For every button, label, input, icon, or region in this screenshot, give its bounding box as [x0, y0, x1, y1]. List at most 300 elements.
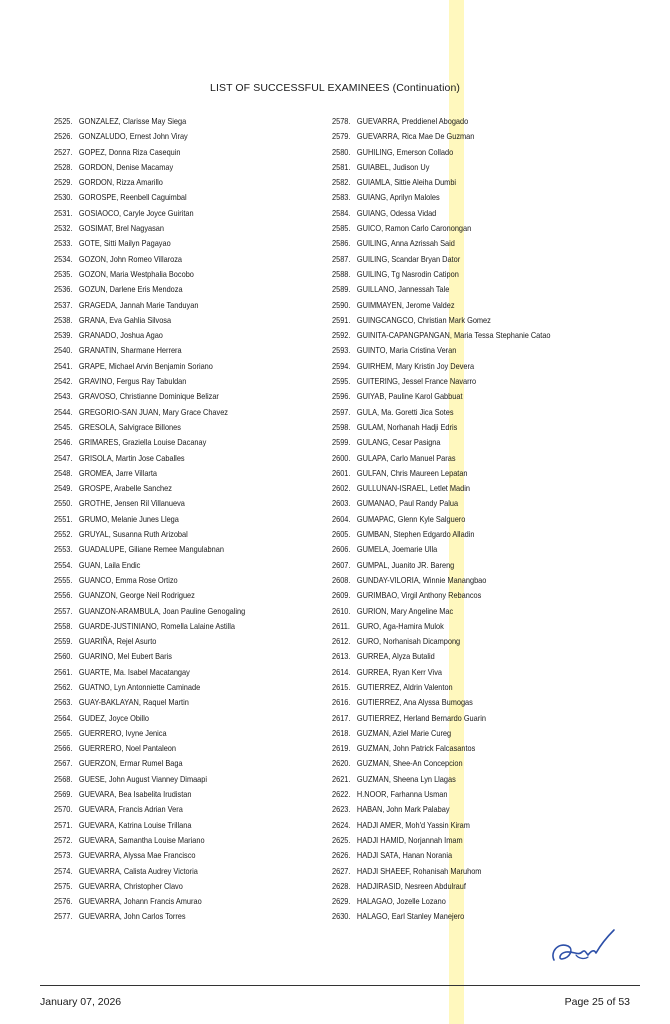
examinee-number: 2578.: [332, 116, 351, 126]
examinee-number: 2586.: [332, 238, 351, 249]
list-item: [332, 374, 596, 389]
examinee-number: 2583.: [332, 192, 351, 203]
list-item: [332, 175, 596, 190]
examinee-number: 2581.: [332, 161, 351, 172]
examinee-name: GUEVARRA, Christopher Clavo: [78, 880, 183, 891]
list-item: [54, 604, 292, 619]
examinee-number: 2559.: [54, 636, 73, 647]
list-item: [54, 435, 292, 450]
examinee-number: 2604.: [332, 513, 351, 524]
examinee-number: 2593.: [332, 345, 351, 356]
examinee-number: 2619.: [332, 743, 351, 754]
list-item: [332, 680, 596, 695]
examinee-name: GROMEA, Jarre Villarta: [78, 467, 158, 478]
examinee-number: 2617.: [332, 712, 351, 723]
examinee-name: GRAGEDA, Jannah Marie Tanduyan: [78, 299, 199, 310]
examinee-number: 2612.: [332, 636, 351, 647]
examinee-number: 2564.: [54, 712, 73, 723]
examinee-number: 2623.: [332, 804, 351, 815]
examinee-number: 2589.: [332, 284, 351, 295]
examinee-name: GRANA, Eva Gahlia Silvosa: [78, 314, 172, 325]
list-item: [54, 619, 292, 634]
examinee-number: 2625.: [332, 834, 351, 845]
examinee-number: 2553.: [54, 544, 73, 555]
examinee-name: GUTIERREZ, Ana Alyssa Bumogas: [356, 697, 473, 708]
list-item: [332, 221, 596, 236]
list-item: [332, 711, 596, 726]
examinee-name: HADJI SATA, Hanan Norania: [356, 850, 453, 861]
examinee-name: GUIANG, Odessa Vidad: [356, 207, 437, 218]
examinee-number: 2560.: [54, 651, 73, 662]
examinee-name: GUIRHEM, Mary Kristin Joy Devera: [356, 360, 475, 371]
examinee-name: GULFAN, Chris Maureen Lepatan: [356, 467, 468, 478]
footer-divider: [40, 985, 640, 986]
examinee-number: 2601.: [332, 467, 351, 478]
list-item: [332, 512, 596, 527]
examinee-name: GUEVARRA, Alyssa Mae Francisco: [78, 850, 196, 861]
examinee-number: 2621.: [332, 773, 351, 784]
examinee-number: 2561.: [54, 666, 73, 677]
examinee-number: 2541.: [54, 360, 73, 371]
examinee-name: GUEVARA, Francis Adrian Vera: [78, 804, 183, 815]
list-item: [332, 190, 596, 205]
list-item: [54, 343, 292, 358]
examinee-number: 2597.: [332, 406, 351, 417]
examinee-number: 2530.: [54, 192, 73, 203]
list-item: [332, 313, 596, 328]
list-item: [332, 542, 596, 557]
examinee-number: 2534.: [54, 253, 73, 264]
examinee-name: GUATNO, Lyn Antonniette Caminade: [78, 681, 201, 692]
footer-date: January 07, 2026: [40, 996, 122, 1008]
examinee-number: 2579.: [332, 131, 351, 142]
examinee-name: GUMELA, Joemarie Ulla: [356, 544, 438, 555]
examinee-number: 2546.: [54, 437, 73, 448]
examinee-name: GOZON, John Romeo Villaroza: [78, 253, 183, 264]
list-item: [54, 466, 292, 481]
examinee-number: 2609.: [332, 590, 351, 601]
examinee-number: 2528.: [54, 161, 73, 172]
examinee-name: HALAGAO, Jozelle Lozano: [356, 896, 446, 907]
examinee-number: 2585.: [332, 223, 351, 234]
list-item: [332, 802, 596, 817]
examinee-number: 2603.: [332, 498, 351, 509]
examinee-name: GUIABEL, Judison Uy: [356, 161, 430, 172]
examinee-name: GORDON, Rizza Amarillo: [78, 177, 163, 188]
list-item: [54, 772, 292, 787]
list-item: [332, 496, 596, 511]
list-item: [54, 359, 292, 374]
examinee-number: 2550.: [54, 498, 73, 509]
examinee-number: 2571.: [54, 819, 73, 830]
examinee-name: GROSPE, Arabelle Sanchez: [78, 483, 172, 494]
examinee-number: 2627.: [332, 865, 351, 876]
examinee-number: 2599.: [332, 437, 351, 448]
examinee-number: 2606.: [332, 544, 351, 555]
list-item: [54, 389, 292, 404]
examinee-name: GUTIERREZ, Herland Bernardo Guarin: [356, 712, 486, 723]
examinee-list-right: [332, 114, 632, 925]
list-item: [54, 573, 292, 588]
list-item: [54, 634, 292, 649]
list-item: [54, 221, 292, 236]
examinee-number: 2549.: [54, 483, 73, 494]
examinee-number: 2565.: [54, 727, 73, 738]
examinee-name: GUAY-BAKLAYAN, Raquel Martin: [78, 697, 189, 708]
examinee-name: GURREA, Ryan Kerr Viva: [356, 666, 442, 677]
examinee-number: 2568.: [54, 773, 73, 784]
examinee-name: GOROSPE, Reenbell Caguimbal: [78, 192, 187, 203]
list-item: [54, 374, 292, 389]
examinee-number: 2575.: [54, 880, 73, 891]
list-item: [54, 833, 292, 848]
examinee-name: GUMPAL, Juanito JR. Bareng: [356, 559, 455, 570]
examinee-name: GUIYAB, Pauline Karol Gabbuat: [356, 391, 463, 402]
list-item: [332, 634, 596, 649]
examinee-name: GUIANG, Aprilyn Maloles: [356, 192, 440, 203]
list-item: [54, 848, 292, 863]
list-item: [332, 619, 596, 634]
examinee-name: GUANZON, George Neil Rodriguez: [78, 590, 195, 601]
examinee-name: HADJI AMER, Moh'd Yassin Kiram: [356, 819, 470, 830]
list-item: [332, 695, 596, 710]
list-item: [54, 680, 292, 695]
list-item: [332, 389, 596, 404]
list-item: [54, 588, 292, 603]
examinee-name: GURREA, Alyza Butalid: [356, 651, 435, 662]
list-item: [332, 772, 596, 787]
examinee-number: 2629.: [332, 896, 351, 907]
list-item: [54, 512, 292, 527]
examinee-number: 2543.: [54, 391, 73, 402]
examinee-name: GUANZON-ARAMBULA, Joan Pauline Genogaling: [78, 605, 246, 616]
examinee-name: GREGORIO-SAN JUAN, Mary Grace Chavez: [78, 406, 229, 417]
list-item: [54, 527, 292, 542]
examinee-name: GUANCO, Emma Rose Ortizo: [78, 574, 178, 585]
examinee-name: GUIMMAYEN, Jerome Valdez: [356, 299, 455, 310]
examinee-name: GRISOLA, Martin Jose Caballes: [78, 452, 185, 463]
examinee-number: 2573.: [54, 850, 73, 861]
examinee-name: H.NOOR, Farhanna Usman: [356, 789, 448, 800]
examinee-name: GRAVINO, Fergus Ray Tabuldan: [78, 376, 187, 387]
examinee-number: 2563.: [54, 697, 73, 708]
list-item: [332, 206, 596, 221]
list-item: [54, 129, 292, 144]
handwritten-signature-icon: [548, 922, 620, 968]
examinee-number: 2622.: [332, 789, 351, 800]
examinee-name: GUZMAN, John Patrick Falcasantos: [356, 743, 476, 754]
examinee-name: HADJIRASID, Nesreen Abdulrauf: [356, 880, 466, 891]
examinee-name: GUEVARA, Bea Isabelita Irudistan: [78, 789, 192, 800]
examinee-number: 2602.: [332, 483, 351, 494]
examinee-name: GUESE, John August Vianney Dimaapi: [78, 773, 208, 784]
examinee-number: 2616.: [332, 697, 351, 708]
examinee-number: 2595.: [332, 376, 351, 387]
examinee-name: HADJI HAMID, Norjannah Imam: [356, 834, 463, 845]
examinee-name: GORDON, Denise Macamay: [78, 161, 174, 172]
examinee-name: GOZUN, Darlene Eris Mendoza: [78, 284, 183, 295]
list-item: [54, 175, 292, 190]
examinee-name: GRUYAL, Susanna Ruth Arizobal: [78, 529, 188, 540]
examinee-number: 2526.: [54, 131, 73, 142]
examinee-number: 2607.: [332, 559, 351, 570]
examinee-number: 2590.: [332, 299, 351, 310]
examinee-name: GUEVARRA, Rica Mae De Guzman: [356, 131, 475, 142]
examinee-name: GRUMO, Melanie Junes Llega: [78, 513, 179, 524]
examinee-number: 2605.: [332, 529, 351, 540]
examinee-name: GUMBAN, Stephen Edgardo Alladin: [356, 529, 475, 540]
list-item: [54, 649, 292, 664]
examinee-name: GOTE, Sitti Mailyn Pagayao: [78, 238, 171, 249]
examinee-name: GUILLANO, Jannessah Tale: [356, 284, 450, 295]
examinee-name: GUARIÑA, Rejel Asurto: [78, 636, 157, 647]
list-item: [54, 451, 292, 466]
list-item: [54, 741, 292, 756]
examinee-number: 2544.: [54, 406, 73, 417]
list-item: [332, 741, 596, 756]
examinee-name: GRANADO, Joshua Agao: [78, 330, 163, 341]
examinee-name: GOZON, Maria Westphalia Bocobo: [78, 268, 194, 279]
list-item: [54, 909, 292, 924]
list-item: [54, 145, 292, 160]
examinee-name: HABAN, John Mark Palabay: [356, 804, 450, 815]
examinee-name: GURION, Mary Angeline Mac: [356, 605, 454, 616]
examinee-name: GUEVARRA, Preddienel Abogado: [356, 116, 469, 126]
examinee-number: 2545.: [54, 421, 73, 432]
list-item: [54, 894, 292, 909]
list-item: [332, 894, 596, 909]
examinee-number: 2525.: [54, 116, 73, 126]
examinee-name: GUILING, Anna Azrissah Said: [356, 238, 455, 249]
examinee-number: 2538.: [54, 314, 73, 325]
examinee-number: 2554.: [54, 559, 73, 570]
list-item: [54, 328, 292, 343]
examinee-number: 2562.: [54, 681, 73, 692]
examinee-number: 2588.: [332, 268, 351, 279]
examinee-number: 2624.: [332, 819, 351, 830]
examinee-number: 2614.: [332, 666, 351, 677]
examinee-name: GULA, Ma. Goretti Jica Sotes: [356, 406, 454, 417]
list-item: [332, 787, 596, 802]
list-item: [54, 665, 292, 680]
examinee-name: GROTHE, Jensen Ril Villanueva: [78, 498, 185, 509]
examinee-number: 2611.: [332, 620, 350, 631]
list-item: [54, 726, 292, 741]
list-item: [332, 451, 596, 466]
examinee-number: 2537.: [54, 299, 73, 310]
list-item: [54, 802, 292, 817]
list-item: [332, 359, 596, 374]
examinee-number: 2558.: [54, 620, 73, 631]
examinee-number: 2626.: [332, 850, 351, 861]
list-item: [54, 405, 292, 420]
list-item: [54, 711, 292, 726]
examinee-number: 2569.: [54, 789, 73, 800]
list-item: [332, 726, 596, 741]
examinee-name: GUEVARA, Samantha Louise Mariano: [78, 834, 205, 845]
examinee-name: GUINTO, Maria Cristina Veran: [356, 345, 457, 356]
examinee-number: 2539.: [54, 330, 73, 341]
list-item: [332, 649, 596, 664]
examinee-number: 2547.: [54, 452, 73, 463]
examinee-number: 2615.: [332, 681, 351, 692]
list-item: [332, 236, 596, 251]
examinee-name: GUERZON, Ermar Rumel Baga: [78, 758, 183, 769]
examinee-name: GUILING, Scandar Bryan Dator: [356, 253, 461, 264]
examinee-number: 2548.: [54, 467, 73, 478]
list-item: [54, 879, 292, 894]
examinee-name: HADJI SHAEEF, Rohanisah Maruhom: [356, 865, 482, 876]
examinee-number: 2540.: [54, 345, 73, 356]
examinee-number: 2570.: [54, 804, 73, 815]
examinee-name: GUMAPAC, Glenn Kyle Salguero: [356, 513, 466, 524]
examinee-name: GUEVARRA, John Carlos Torres: [78, 911, 186, 922]
list-item: [54, 298, 292, 313]
examinee-number: 2574.: [54, 865, 73, 876]
examinee-name: GUZMAN, Sheena Lyn Llagas: [356, 773, 456, 784]
examinee-name: GUARTE, Ma. Isabel Macatangay: [78, 666, 190, 677]
list-item: [54, 496, 292, 511]
examinee-name: GUEVARRA, Calista Audrey Victoria: [78, 865, 198, 876]
examinee-name: GUINGCANGCO, Christian Mark Gomez: [356, 314, 491, 325]
list-item: [54, 190, 292, 205]
examinee-number: 2594.: [332, 360, 351, 371]
examinee-name: GOSIMAT, Brel Nagyasan: [78, 223, 164, 234]
list-item: [332, 466, 596, 481]
examinee-name: GOSIAOCO, Caryle Joyce Guiritan: [78, 207, 194, 218]
list-item: [332, 298, 596, 313]
list-item: [332, 588, 596, 603]
examinee-name: GUARDE-JUSTINIANO, Romella Lalaine Astilla: [78, 620, 235, 631]
list-item: [332, 420, 596, 435]
examinee-name: GUERRERO, Ivyne Jenica: [78, 727, 167, 738]
examinee-name: GRAPE, Michael Arvin Benjamin Soriano: [78, 360, 213, 371]
examinee-number: 2556.: [54, 590, 73, 601]
examinee-name: GULAM, Norhanah Hadji Edris: [356, 421, 458, 432]
list-item: [332, 343, 596, 358]
list-item: [332, 328, 596, 343]
list-item: [332, 435, 596, 450]
examinee-number: 2591.: [332, 314, 351, 325]
examinee-number: 2582.: [332, 177, 351, 188]
examinee-number: 2620.: [332, 758, 351, 769]
examinee-name: GUIAMLA, Sittie Aleiha Dumbi: [356, 177, 457, 188]
examinee-number: 2566.: [54, 743, 73, 754]
list-item: [332, 604, 596, 619]
list-item: [54, 313, 292, 328]
list-item: [332, 756, 596, 771]
examinee-name: GUEVARRA, Johann Francis Amurao: [78, 896, 202, 907]
list-item: [332, 129, 596, 144]
examinee-name: GONZALEZ, Clarisse May Siega: [78, 116, 187, 126]
examinee-name: GURO, Aga-Hamira Mulok: [356, 620, 444, 631]
examinee-name: GOPEZ, Donna Riza Casequin: [78, 146, 181, 157]
examinee-name: GUMANAO, Paul Randy Palua: [356, 498, 459, 509]
examinee-number: 2576.: [54, 896, 73, 907]
examinee-number: 2628.: [332, 880, 351, 891]
examinee-name: GUILING, Tg Nasrodin Catipon: [356, 268, 459, 279]
examinee-name: GUNDAY-VILORIA, Winnie Manangbao: [356, 574, 487, 585]
list-item: [332, 160, 596, 175]
examinee-name: GURO, Norhanisah Dicampong: [356, 636, 461, 647]
examinee-name: GUITERING, Jessel France Navarro: [356, 376, 477, 387]
list-item: [54, 206, 292, 221]
list-item: [332, 481, 596, 496]
examinee-number: 2584.: [332, 207, 351, 218]
examinee-number: 2613.: [332, 651, 351, 662]
examinee-number: 2587.: [332, 253, 351, 264]
list-item: [54, 864, 292, 879]
list-item: [332, 527, 596, 542]
examinee-number: 2600.: [332, 452, 351, 463]
examinee-number: 2532.: [54, 223, 73, 234]
list-item: [54, 252, 292, 267]
examinee-name: GUICO, Ramon Carlo Caronongan: [356, 223, 472, 234]
list-item: [54, 756, 292, 771]
examinee-name: GUEVARA, Katrina Louise Trillana: [78, 819, 192, 830]
list-item: [332, 818, 596, 833]
examinee-list-left: [54, 114, 324, 925]
examinee-number: 2536.: [54, 284, 73, 295]
page-title: LIST OF SUCCESSFUL EXAMINEES (Continuation): [210, 82, 460, 94]
page-number: Page 25 of 53: [564, 996, 630, 1008]
list-item: [332, 864, 596, 879]
list-item: [332, 267, 596, 282]
examinee-name: GULANG, Cesar Pasigna: [356, 437, 441, 448]
examinee-name: GRAVOSO, Christianne Dominique Belizar: [78, 391, 219, 402]
examinee-number: 2596.: [332, 391, 351, 402]
examinee-number: 2572.: [54, 834, 73, 845]
list-item: [332, 848, 596, 863]
list-item: [54, 420, 292, 435]
list-item: [54, 282, 292, 297]
examinee-name: GUINITA-CAPANGPANGAN, Maria Tessa Stephanie Catao: [356, 330, 551, 341]
examinee-number: 2608.: [332, 574, 351, 585]
examinee-number: 2557.: [54, 605, 73, 616]
list-item: [54, 542, 292, 557]
examinee-number: 2531.: [54, 207, 73, 218]
list-item: [332, 145, 596, 160]
examinee-name: GRIMARES, Graziella Louise Dacanay: [78, 437, 207, 448]
examinee-number: 2529.: [54, 177, 73, 188]
examinee-number: 2630.: [332, 911, 351, 922]
examinee-number: 2533.: [54, 238, 73, 249]
examinee-name: GURIMBAO, Virgil Anthony Rebancos: [356, 590, 482, 601]
examinee-number: 2618.: [332, 727, 351, 738]
examinee-number: 2555.: [54, 574, 73, 585]
examinee-number: 2598.: [332, 421, 351, 432]
examinee-number: 2567.: [54, 758, 73, 769]
examinee-number: 2527.: [54, 146, 73, 157]
examinee-number: 2551.: [54, 513, 73, 524]
examinee-name: GUZMAN, Aziel Marie Cureg: [356, 727, 452, 738]
examinee-name: GULAPA, Carlo Manuel Paras: [356, 452, 456, 463]
examinee-name: GUARINO, Mel Eubert Baris: [78, 651, 172, 662]
examinee-name: GUAN, Laila Endic: [78, 559, 141, 570]
examinee-number: 2580.: [332, 146, 351, 157]
examinee-name: HALAGO, Earl Stanley Manejero: [356, 911, 465, 922]
list-item: [54, 818, 292, 833]
examinee-name: GUTIERREZ, Aldrin Valenton: [356, 681, 453, 692]
examinee-name: GUDEZ, Joyce Obillo: [78, 712, 149, 723]
list-item: [332, 665, 596, 680]
examinee-name: GONZALUDO, Ernest John Viray: [78, 131, 188, 142]
list-item: [54, 695, 292, 710]
list-item: [54, 787, 292, 802]
examinee-name: GRESOLA, Salvigrace Billones: [78, 421, 181, 432]
examinee-number: 2577.: [54, 911, 73, 922]
examinee-number: 2610.: [332, 605, 351, 616]
